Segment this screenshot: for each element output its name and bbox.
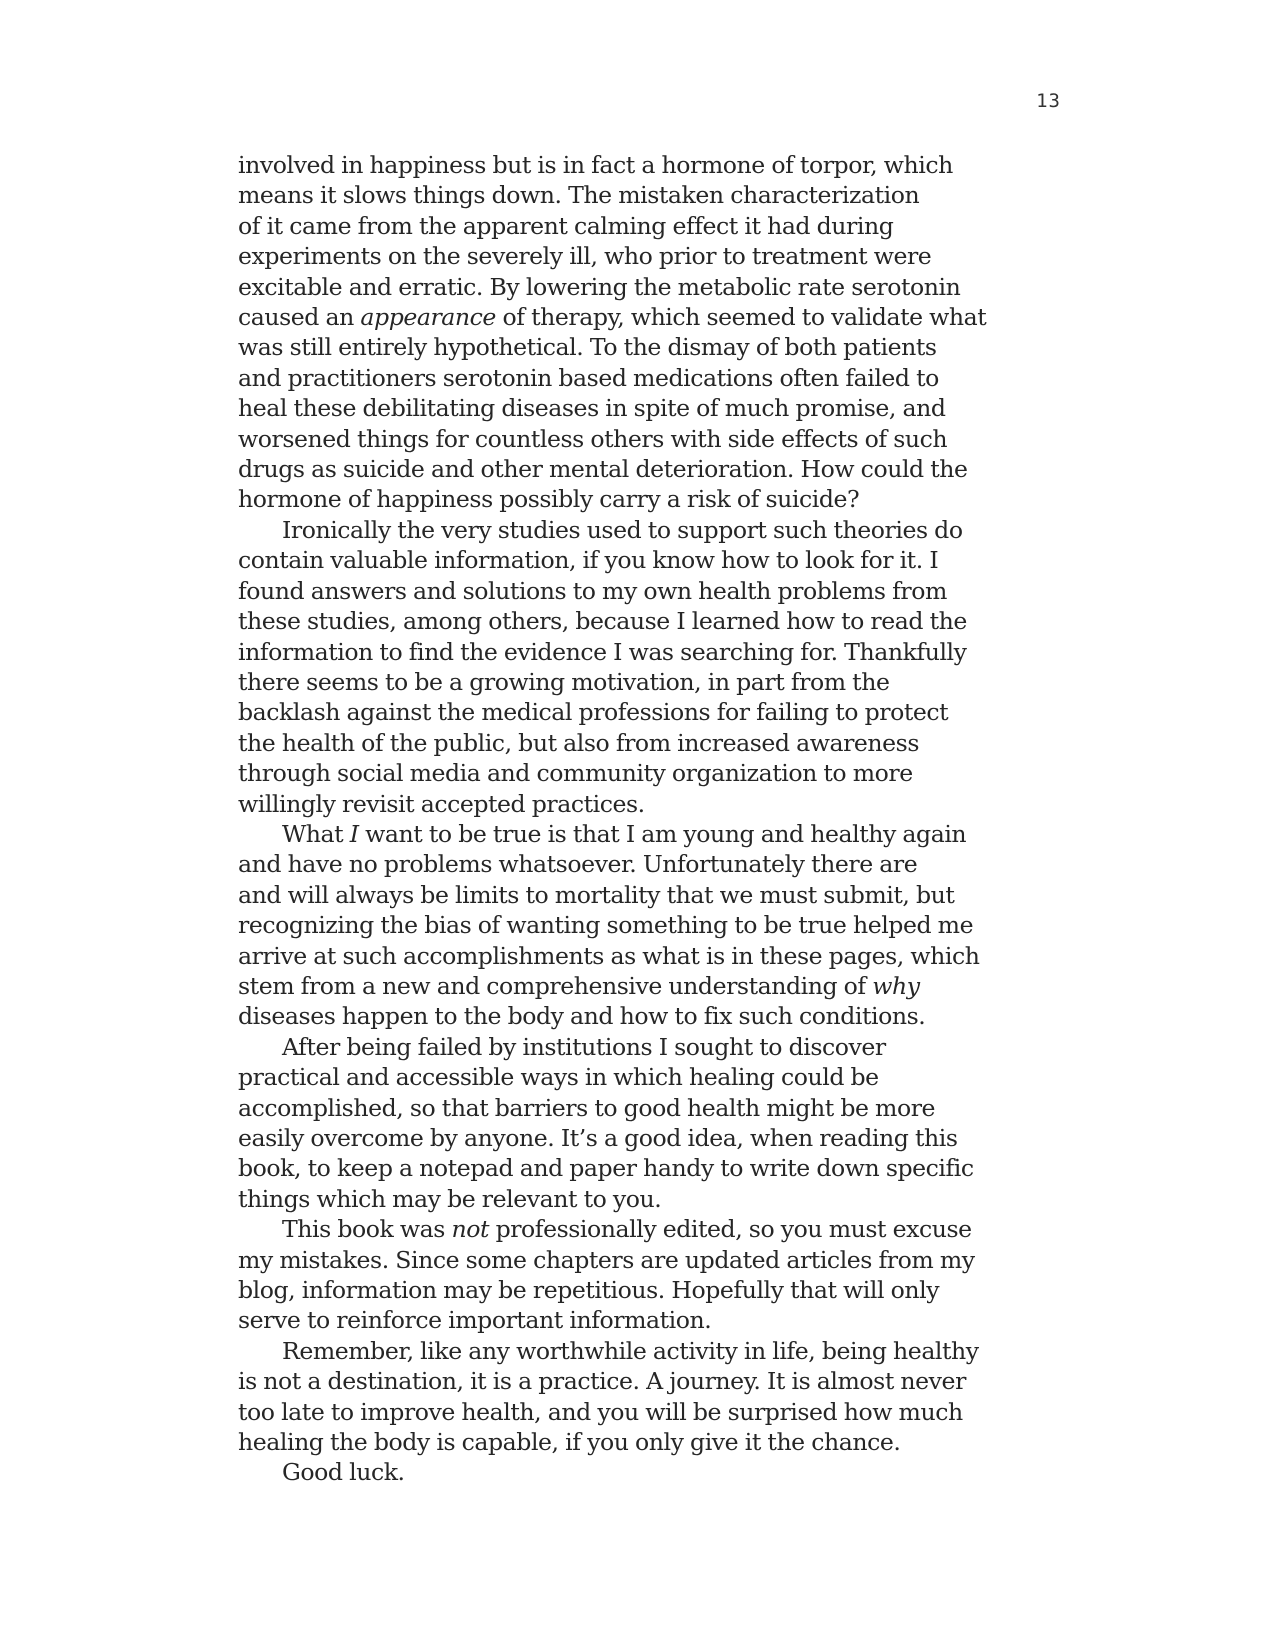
text-run: This book was bbox=[282, 1215, 452, 1244]
paragraph-p2 bbox=[238, 515, 1058, 819]
text-run: After being failed by institutions I sought to discover practical and accessible ways in which healing could be accomplished, so that barriers to good health might be more easily overcome by anyone. It’s a good idea, when reading this book, to keep a notepad and paper handy to write down specific things which may be relevant to you. bbox=[238, 1032, 974, 1213]
text-run: want to be true is that I am young and healthy again and have no problems whatsoever. Unfortunately there are and will always be limits to mortality that we must submit, but recognizing the bias of wanting something to be true helped me arrive at such accomplishments as what is in these pages, which stem from a new and comprehensive understanding of bbox=[238, 819, 980, 1000]
text-run: Good luck. bbox=[282, 1458, 405, 1487]
text-run: Ironically the very studies used to support such theories do contain valuable information, if you know how to look for it. I found answers and solutions to my own health problems from these studies, among others, because I learned how to read the information to find the evidence I was searching for. Thankfully there seems to be a growing motivation, in part from the backlash against the medical professions for failing to protect the health of the public, but also from increased awareness through social media and community organization to more willingly revisit accepted practices. bbox=[238, 515, 967, 818]
italic-emphasis: not bbox=[451, 1215, 490, 1244]
paragraph-p1 bbox=[238, 150, 1058, 515]
paragraph-p4 bbox=[238, 1032, 1058, 1214]
text-run: What bbox=[282, 819, 350, 848]
paragraph-p5 bbox=[238, 1214, 1058, 1336]
text-run: of therapy, which seemed to validate what was still entirely hypothetical. To the dismay of both patients and practitioners serotonin based medications often failed to heal these debilitating diseases in spite of much promise, and worsened things for countless others with side effects of such drugs as suicide and other mental deterioration. How could the hormone of happiness possibly carry a risk of suicide? bbox=[238, 303, 987, 514]
italic-emphasis: I bbox=[349, 819, 359, 848]
text-run: diseases happen to the body and how to fix such conditions. bbox=[238, 1002, 926, 1031]
italic-emphasis: appearance bbox=[360, 303, 496, 332]
text-run: professionally edited, so you must excuse my mistakes. Since some chapters are updated articles from my blog, information may be repetitious. Hopefully that will only serve to reinforce important information. bbox=[238, 1215, 975, 1335]
text-run: Remember, like any worthwhile activity in life, being healthy is not a destination, it is a practice. A journey. It is almost never too late to improve health, and you will be surprised how much healing the body is capable, if you only give it the chance. bbox=[238, 1336, 979, 1457]
paragraph-p7 bbox=[238, 1457, 1058, 1487]
paragraph-p6 bbox=[238, 1336, 1058, 1458]
paragraph-p3 bbox=[238, 819, 1058, 1032]
body-text bbox=[238, 150, 1058, 1488]
italic-emphasis: why bbox=[872, 971, 920, 1000]
page-number: 13 bbox=[1036, 90, 1061, 112]
text-run: involved in happiness but is in fact a hormone of torpor, which means it slows things down. The mistaken characterization of it came from the apparent calming effect it had during experiments on the severely ill, who prior to treatment were excitable and erratic. By lowering the metabolic rate serotonin caused an bbox=[238, 151, 961, 332]
